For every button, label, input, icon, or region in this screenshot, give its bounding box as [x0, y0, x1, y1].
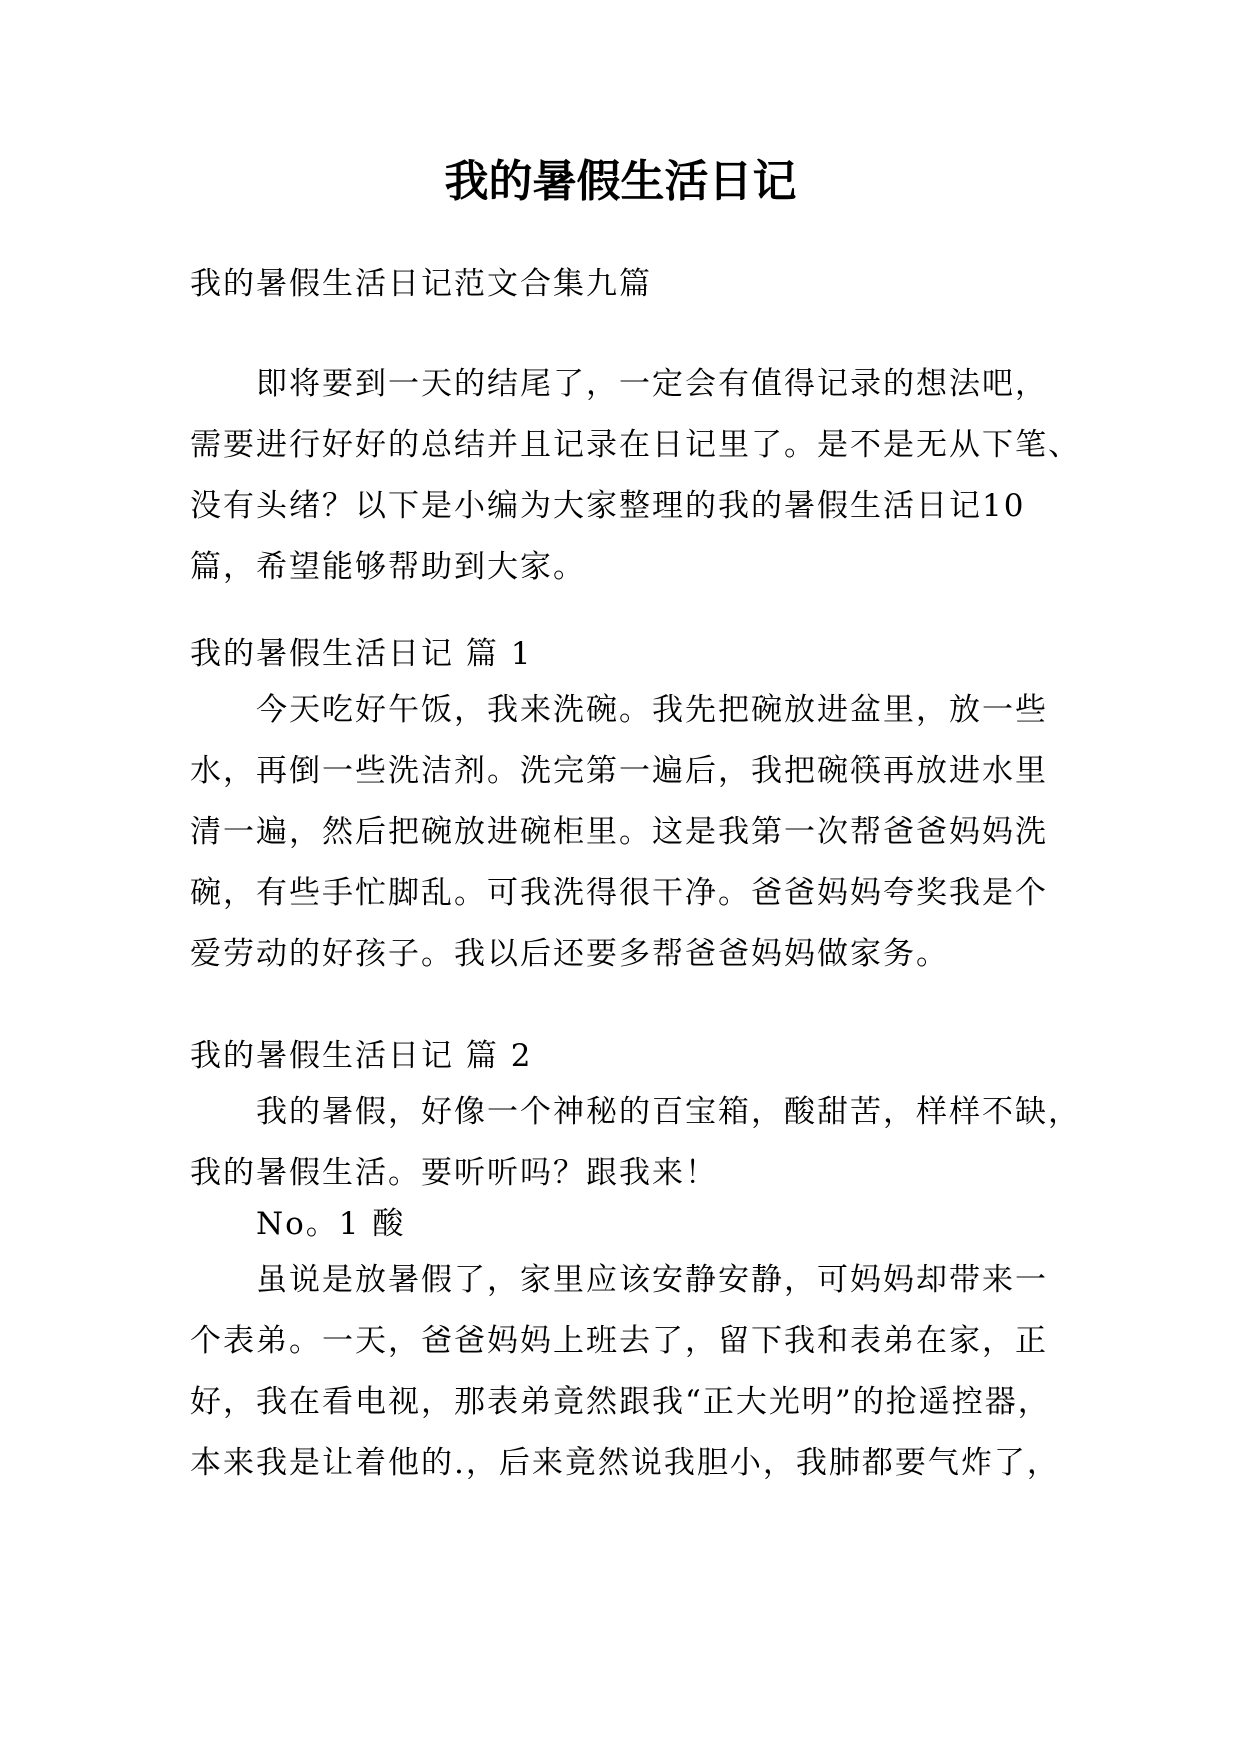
section-2-paragraph — [190, 1250, 1060, 1494]
section-1-paragraph — [190, 680, 1060, 985]
document-title: 我的暑假生活日记 — [444, 156, 797, 207]
paragraph-line: 水，再倒一些洗洁剂。洗完第一遍后，我把碗筷再放进水里 — [190, 753, 1048, 789]
paragraph-line: 我的暑假生活。要听听吗？跟我来！ — [190, 1155, 718, 1191]
paragraph-line: 好，我在看电视，那表弟竟然跟我“正大光明”的抢遥控器， — [190, 1384, 1051, 1420]
section-2-intro — [190, 1082, 1081, 1204]
paragraph-line: 今天吃好午饭，我来洗碗。我先把碗放进盆里，放一些 — [256, 692, 1048, 728]
paragraph-line: 爱劳动的好孩子。我以后还要多帮爸爸妈妈做家务。 — [190, 936, 949, 972]
intro-line: 需要进行好好的总结并且记录在日记里了。是不是无从下笔、 — [190, 427, 1081, 463]
section-2-subheading: No。1 酸 — [256, 1206, 406, 1242]
paragraph-line: 个表弟。一天，爸爸妈妈上班去了，留下我和表弟在家，正 — [190, 1323, 1048, 1359]
intro-line: 篇，希望能够帮助到大家。 — [190, 549, 586, 585]
paragraph-line: 碗，有些手忙脚乱。可我洗得很干净。爸爸妈妈夸奖我是个 — [190, 875, 1048, 911]
section-2-heading: 我的暑假生活日记 篇 2 — [190, 1038, 533, 1074]
paragraph-line: 本来我是让着他的.，后来竟然说我胆小，我肺都要气炸了， — [190, 1445, 1060, 1481]
document-subtitle: 我的暑假生活日记范文合集九篇 — [190, 266, 652, 302]
intro-line: 即将要到一天的结尾了，一定会有值得记录的想法吧， — [256, 366, 1048, 402]
paragraph-line: 清一遍，然后把碗放进碗柜里。这是我第一次帮爸爸妈妈洗 — [190, 814, 1048, 850]
intro-line: 没有头绪？以下是小编为大家整理的我的暑假生活日记10 — [190, 488, 1026, 524]
paragraph-line: 我的暑假，好像一个神秘的百宝箱，酸甜苦，样样不缺， — [256, 1094, 1081, 1130]
intro-paragraph — [190, 354, 1081, 598]
section-1-heading: 我的暑假生活日记 篇 1 — [190, 636, 533, 672]
paragraph-line: 虽说是放暑假了，家里应该安静安静，可妈妈却带来一 — [256, 1262, 1048, 1298]
